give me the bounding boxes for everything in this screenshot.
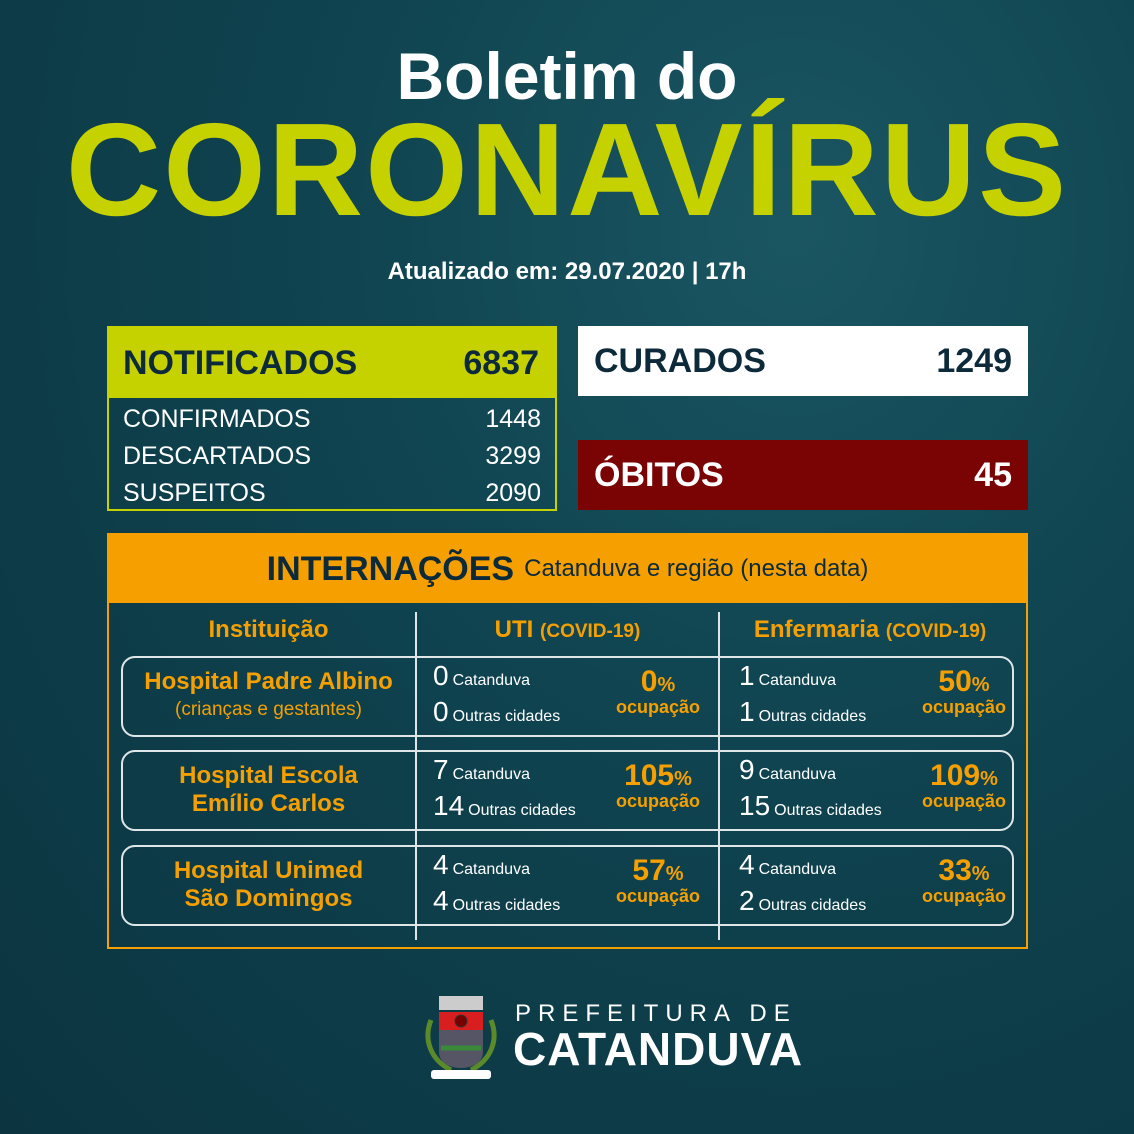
column-header-enfermaria <box>720 616 1020 644</box>
count: 15 <box>739 790 771 821</box>
count: 4 <box>739 849 755 880</box>
column-header-uti <box>417 616 718 644</box>
hospital-name <box>121 762 416 818</box>
count: 1 <box>739 696 755 727</box>
count: 0 <box>433 660 449 691</box>
uti-ocupacao <box>603 665 713 717</box>
enf-ocupacao <box>909 665 1019 717</box>
ocupacao-label: ocupação <box>921 791 1007 811</box>
row-label: DESCARTADOS <box>123 442 312 470</box>
curados-label: CURADOS <box>594 341 766 380</box>
descartados-row <box>109 438 555 475</box>
uti-catanduva <box>433 849 530 885</box>
cell-label: Catanduva <box>758 672 836 689</box>
notificados-label: NOTIFICADOS <box>123 343 358 382</box>
curados-panel <box>578 326 1028 396</box>
count: 1 <box>739 660 755 691</box>
cell-label: Outras cidades <box>758 897 867 914</box>
confirmados-row <box>109 401 555 438</box>
enf-note: (COVID-19) <box>885 621 987 642</box>
cell-label: Outras cidades <box>468 802 576 819</box>
cell-label: Outras cidades <box>774 802 882 819</box>
notificados-panel <box>107 326 557 511</box>
ocupacao-label: ocupação <box>615 697 701 717</box>
obitos-label: ÓBITOS <box>594 455 724 494</box>
hospital-name-line2: Emílio Carlos <box>191 790 346 817</box>
count: 9 <box>739 754 755 785</box>
hospital-name-line2: São Domingos <box>184 885 353 912</box>
row-value: 1448 <box>485 405 541 433</box>
cell-label: Outras cidades <box>452 897 561 914</box>
pct-value: 0 <box>640 665 658 698</box>
title-line2: CORONAVÍRUS <box>65 96 1069 243</box>
row-label: CONFIRMADOS <box>123 405 311 433</box>
hospital-name-line1: Hospital Padre Albino <box>144 668 393 695</box>
hospital-name-line1: Hospital Escola <box>179 762 358 789</box>
uti-ocupacao <box>603 854 713 906</box>
cell-label: Catanduva <box>758 861 836 878</box>
cell-label: Outras cidades <box>452 708 561 725</box>
pct-sign: % <box>971 863 990 885</box>
hospital-name <box>121 668 416 724</box>
footer-line1: PREFEITURA DE <box>515 1000 797 1027</box>
ocupacao-label: ocupação <box>921 697 1007 717</box>
count: 0 <box>433 696 449 727</box>
pct-sign: % <box>980 768 998 790</box>
cell-label: Catanduva <box>452 672 530 689</box>
pct-value: 57 <box>632 854 666 887</box>
cell-label: Catanduva <box>452 766 530 783</box>
title-line1: Boletim do <box>396 39 738 113</box>
cell-label: Outras cidades <box>758 708 867 725</box>
enf-catanduva <box>739 754 836 790</box>
count: 4 <box>433 849 449 880</box>
cell-label: Catanduva <box>452 861 530 878</box>
uti-label: UTI <box>494 616 534 643</box>
uti-note: (COVID-19) <box>540 621 641 642</box>
enf-outras <box>739 790 882 826</box>
uti-ocupacao <box>603 759 713 811</box>
footer-line2: CATANDUVA <box>513 1023 804 1075</box>
pct-value: 109 <box>930 759 981 792</box>
uti-outras <box>433 696 560 732</box>
enf-ocupacao <box>909 759 1019 811</box>
pct-sign: % <box>665 863 684 885</box>
count: 4 <box>433 885 449 916</box>
pct-sign: % <box>674 768 692 790</box>
pct-value: 33 <box>938 854 972 887</box>
pct-sign: % <box>971 674 990 696</box>
uti-outras <box>433 885 560 921</box>
enf-outras <box>739 696 866 732</box>
cell-label: Catanduva <box>758 766 836 783</box>
hospital-name-line1: Hospital Unimed <box>173 857 364 884</box>
ocupacao-label: ocupação <box>615 791 701 811</box>
catanduva-crest-logo <box>413 990 509 1086</box>
pct-sign: % <box>657 674 676 696</box>
obitos-panel <box>578 440 1028 510</box>
enf-catanduva <box>739 660 836 696</box>
curados-value: 1249 <box>936 341 1012 380</box>
count: 14 <box>433 790 465 821</box>
pct-value: 50 <box>938 665 972 698</box>
uti-catanduva <box>433 754 530 790</box>
row-value: 2090 <box>485 479 541 507</box>
count: 7 <box>433 754 449 785</box>
notificados-value: 6837 <box>463 343 539 382</box>
enf-catanduva <box>739 849 836 885</box>
hospital-name <box>121 857 416 913</box>
enf-ocupacao <box>909 854 1019 906</box>
ocupacao-label: ocupação <box>921 886 1007 906</box>
obitos-value: 45 <box>974 455 1012 494</box>
row-value: 3299 <box>485 442 541 470</box>
enf-label: Enfermaria <box>753 616 880 643</box>
internacoes-subtitle: Catanduva e região (nesta data) <box>524 555 869 582</box>
row-label: SUSPEITOS <box>123 479 266 507</box>
uti-catanduva <box>433 660 530 696</box>
suspeitos-row <box>109 475 555 512</box>
pct-value: 105 <box>624 759 675 792</box>
column-header-instituicao: Instituição <box>208 616 329 643</box>
enf-outras <box>739 885 866 921</box>
hospital-name-line2: (crianças e gestantes) <box>175 699 362 720</box>
ocupacao-label: ocupação <box>615 886 701 906</box>
updated-timestamp: Atualizado em: 29.07.2020 | 17h <box>387 258 747 285</box>
uti-outras <box>433 790 576 826</box>
count: 2 <box>739 885 755 916</box>
internacoes-title: INTERNAÇÕES <box>266 549 515 588</box>
